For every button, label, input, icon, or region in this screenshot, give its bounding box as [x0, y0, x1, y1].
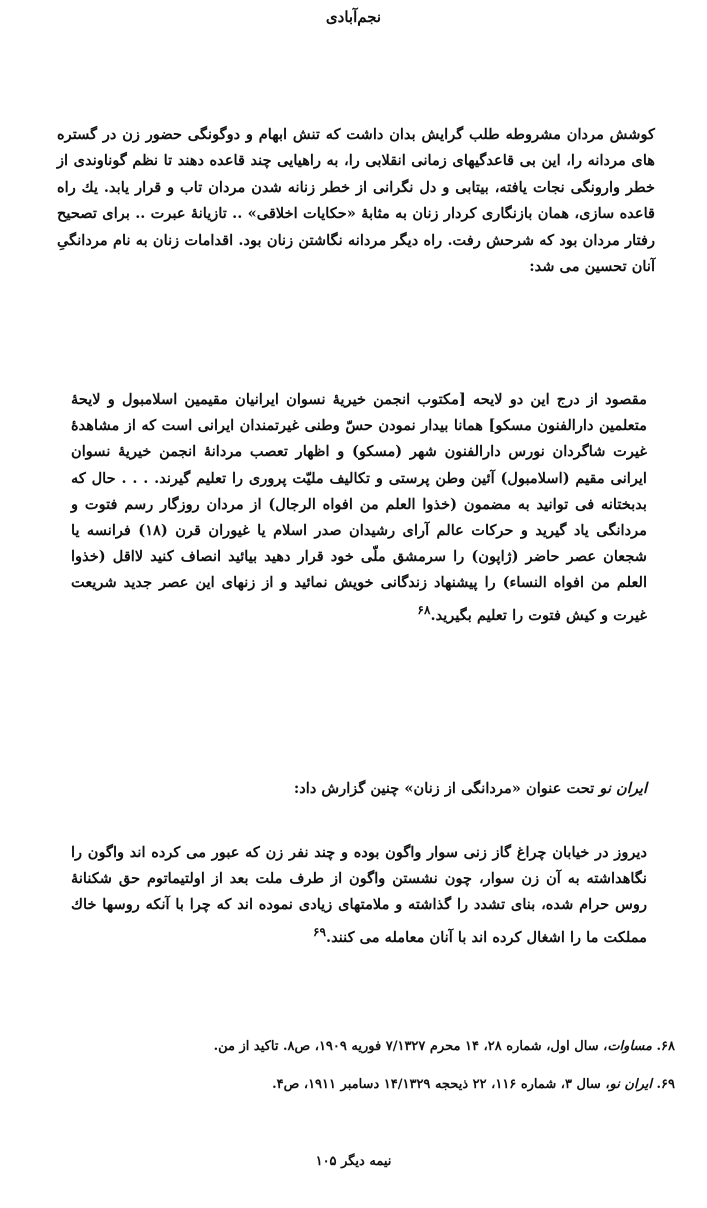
intro-paragraph: کوشش مردان مشروطه طلب گرایش بدان داشت که تنش ابهام و دوگونگی حضور زن در گستره های مردانه را، این بی قاعدگیهای زمانی انقلابی را، به راهیایی چند قاعده دهند تا نظم گوناوندی از خطر وارونگی نجات یافته، بیتابی و دل نگرانی از خطر زنانه شدن مردان تاب و قرار یابد. یك راه قاعده سازی، همان بازنگاری کردار زنان به مثابهٔ «حکایات اخلاقی» .. تازیانهٔ عبرت .. برای تصحیح رفتار مردان بود که شرحش رفت. راه دیگر مردانه نگاشتن زنان بود. اقدامات زنان به نام مردانگیِ آنان تحسین می شد: [57, 126, 655, 276]
quote-lead-paragraph [57, 776, 647, 802]
block-quote-2-text: دیروز در خیابان چراغ گاز زنی سوار واگون بوده و چند نفر زن که عبور می کرده اند واگون را نگاهداشته به آن زن سوار، چون نشستن واگون از طرف ملت بعد از اولتیماتوم حق شکنانهٔ روس حرام شده، بنای تشدد را گذاشته و ملامتهای زیادی نموده اند که چرا با آنکه روسها خاك مملکت ما را اشغال کرده اند با آنان معامله می کنند. [71, 844, 647, 946]
footnote-ref-69: ۶۹ [312, 924, 327, 939]
running-head: نجم‌آبادی [325, 8, 382, 26]
footnote-text: ، سال ۳، شماره ۱۱۶، ۲۲ ذیحجه ۱۴/۱۳۲۹ دسامبر ۱۹۱۱، ص۴. [272, 1077, 610, 1092]
footnote-source: ایران نو [609, 1077, 652, 1092]
footnote-source: مساوات [607, 1039, 652, 1054]
footnotes [25, 1036, 675, 1112]
page-number: نیمه دیگر ۱۰۵ [315, 1154, 392, 1169]
footnote-number: ۶۸. [656, 1039, 675, 1054]
quote-lead-text: تحت عنوان «مردانگی از زنان» چنین گزارش داد: [293, 780, 600, 797]
footnote-number: ۶۹. [656, 1077, 675, 1092]
footnote-ref-68: ۶۸ [417, 602, 431, 617]
footnote-69 [25, 1074, 675, 1096]
block-quote-1 [71, 387, 647, 629]
footnote-text: ، سال اول، شماره ۲۸، ۱۴ محرم ۷/۱۳۲۷ فوریه ۱۹۰۹، ص۸. تاکید از من. [213, 1039, 608, 1054]
block-quote-2 [71, 840, 647, 951]
block-quote-1-text: مقصود از درج این دو لایحه [مکتوب انجمن خیریهٔ نسوان ایرانیان مقیمین اسلامبول و لایحهٔ متعلمین دارالفنون مسکو] همانا بیدار نمودن حسّ وطنی غیرتمندان ایرانی است که از مشاهدهٔ غیرت شاگردان نورس دارالفنون شهر (مسکو) و اظهار تعصب مردانهٔ انجمن خیریهٔ نسوان ایرانی مقیم (اسلامبول) آئین وطن پرستی و تکالیف ملیّت پروری را تعلیم گیرند. . . . حال که بدبختانه فی توانید به مضمون (خذوا العلم من افواه الرجال) از مردان روزگار رسم فتوت و مردانگی یاد گیرید و حرکات عالم آرای رشیدان صدر اسلام یا غیوران قرن (۱۸) فرانسه یا شجعان عصر حاضر (ژاپون) را سرمشق ملّی خود قرار دهید بیائید انصاف کنید لااقل (خذوا العلم من افواه النساء) را پیشنهاد زندگانی خویش نمائید و از زنهای این عصر جدید شریعت غیرت و کیش فتوت را تعلیم بگیرید. [71, 391, 647, 624]
footnote-68 [25, 1036, 675, 1058]
newspaper-name: ایران نو [599, 780, 647, 797]
